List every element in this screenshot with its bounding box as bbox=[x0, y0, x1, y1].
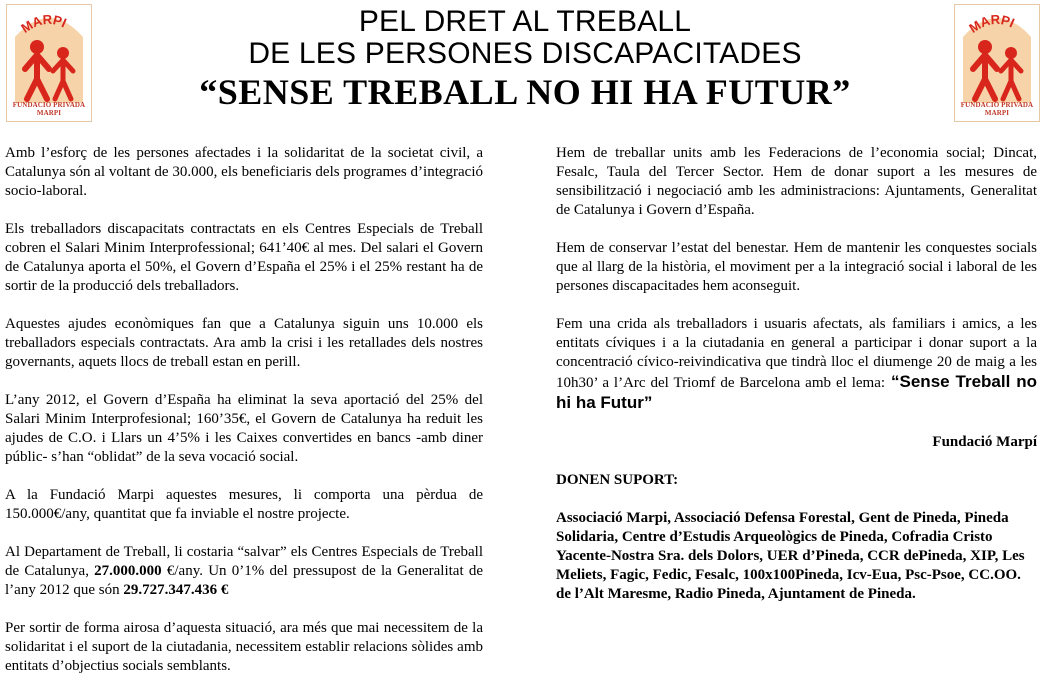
paragraph-cost bbox=[5, 543, 483, 600]
title-line-2: DE LES PERSONES DISCAPACITADES bbox=[248, 37, 802, 70]
text: Al Departament de Treball, li costaria “salvar” els Centres Especials de Treball de Catalunya, bbox=[5, 544, 483, 579]
paragraph: Hem de conservar l’estat del benestar. Hem de mantenir les conquestes socials que al llarg de la història, el moviment per a la integració social i laboral de les persones discapacitades hem aconseguit. bbox=[556, 240, 1037, 294]
text: Fem una crida als treballadors i usuaris afectats, als familiars i amics, a les entitats cíviques i a la ciutadania en general a participar i donar suport a la concentració cívico-reivindicativa que tindrà lloc el diumenge 20 de maig a les 10h30’ a l’Arc del Triomf de Barcelona amb el lema: bbox=[556, 316, 1037, 391]
support-list: Associació Marpi, Associació Defensa Forestal, Gent de Pineda, Pineda Solidaria, Centre d’Estudis Arqueològics de Pineda, Cofradia Cristo Yacente-Nostra Sra. dels Dolors, UER d’Pineda, CCR dePineda, XIP, Les Meliets, Fagic, Fedic, Fesalc, 100x100Pineda, Icv-Eua, Psc-Psoe, CC.OO. de l’Alt Maresme, Radio Pineda, Ajuntament de Pineda. bbox=[556, 510, 1025, 602]
paragraph: Per sortir de forma airosa d’aquesta situació, ara més que mai necessitem de la solidaritat i el suport de la ciutadania, necessitem establir relacions sòlides amb entitats d’objectius socials semblants. bbox=[5, 620, 483, 674]
title-line-1: PEL DRET AL TREBALL bbox=[358, 5, 692, 38]
text: €/any. Un 0’1% del pressupost de la Generalitat de l’any 2012 que són bbox=[5, 563, 483, 598]
right-column bbox=[556, 144, 1037, 623]
signature: Fundació Marpí bbox=[932, 434, 1037, 450]
page-header bbox=[140, 6, 910, 112]
marpi-logo-left bbox=[6, 4, 92, 122]
paragraph-call bbox=[556, 315, 1037, 414]
paragraph: Hem de treballar units amb les Federacions de l’economia social; Dincat, Fesalc, Taula del Tercer Sector. Hem de donar suport a les mesures de sensibilització i negociació amb les administracions: Ajuntaments, Generalitat de Catalunya i Govern d’España. bbox=[556, 145, 1037, 218]
marpi-figures-icon bbox=[957, 7, 1037, 107]
paragraph: Amb l’esforç de les persones afectades i la solidaritat de la societat civil, a Catalunya són al voltant de 30.000, els beneficiaris dels programes d’integració socio-laboral. bbox=[5, 145, 483, 199]
logo-caption: FUNDACIÓ PRIVADA MARPI bbox=[12, 101, 86, 117]
marpi-logo-right bbox=[954, 4, 1040, 122]
logo-text: MARPI bbox=[966, 11, 1017, 36]
logo-text: MARPI bbox=[18, 11, 69, 36]
marpi-figures-icon bbox=[9, 7, 89, 107]
budget-part: .347.436 € bbox=[164, 582, 229, 598]
logo-caption: FUNDACIÓ PRIVADA MARPI bbox=[960, 101, 1034, 117]
support-heading: DONEN SUPORT: bbox=[556, 472, 679, 488]
cost-amount: 27.000.000 bbox=[94, 563, 162, 579]
paragraph: L’any 2012, el Govern d’España ha eliminat la seva aportació del 25% del Salari Minim Interprofesional; 160’35€, el Govern de Catalunya ha reduit les ajudes de C.O. i Llars un 4’5% i les Caixes convertides en bancs -amb diner públic- s’han “oblidat” de la seva vocació social. bbox=[5, 392, 483, 465]
left-column bbox=[5, 144, 483, 695]
title-slogan: “SENSE TREBALL NO HI HA FUTUR” bbox=[199, 72, 851, 112]
paragraph: Aquestes ajudes econòmiques fan que a Catalunya siguin uns 10.000 els treballadors especials contractats. Ara amb la crisi i les retallades dels nostres governants, aquets llocs de treball estan en perill. bbox=[5, 316, 483, 370]
budget-part: 29.727 bbox=[123, 582, 165, 598]
paragraph: Els treballadors discapacitats contractats en els Centres Especials de Treball cobren el Salari Minim Interprofessional; 641’40€ al mes. Del salari el Govern de Catalunya aporta el 50%, el Govern d’España el 25% i el 25% restant ha de sortir de la producció dels treballadors. bbox=[5, 221, 483, 294]
event-slogan: “Sense Treball no hi ha Futur” bbox=[556, 372, 1037, 412]
paragraph: A la Fundació Marpi aquestes mesures, li comporta una pèrdua de 150.000€/any, quantitat que fa inviable el nostre projecte. bbox=[5, 487, 483, 522]
budget-amount bbox=[123, 582, 228, 598]
